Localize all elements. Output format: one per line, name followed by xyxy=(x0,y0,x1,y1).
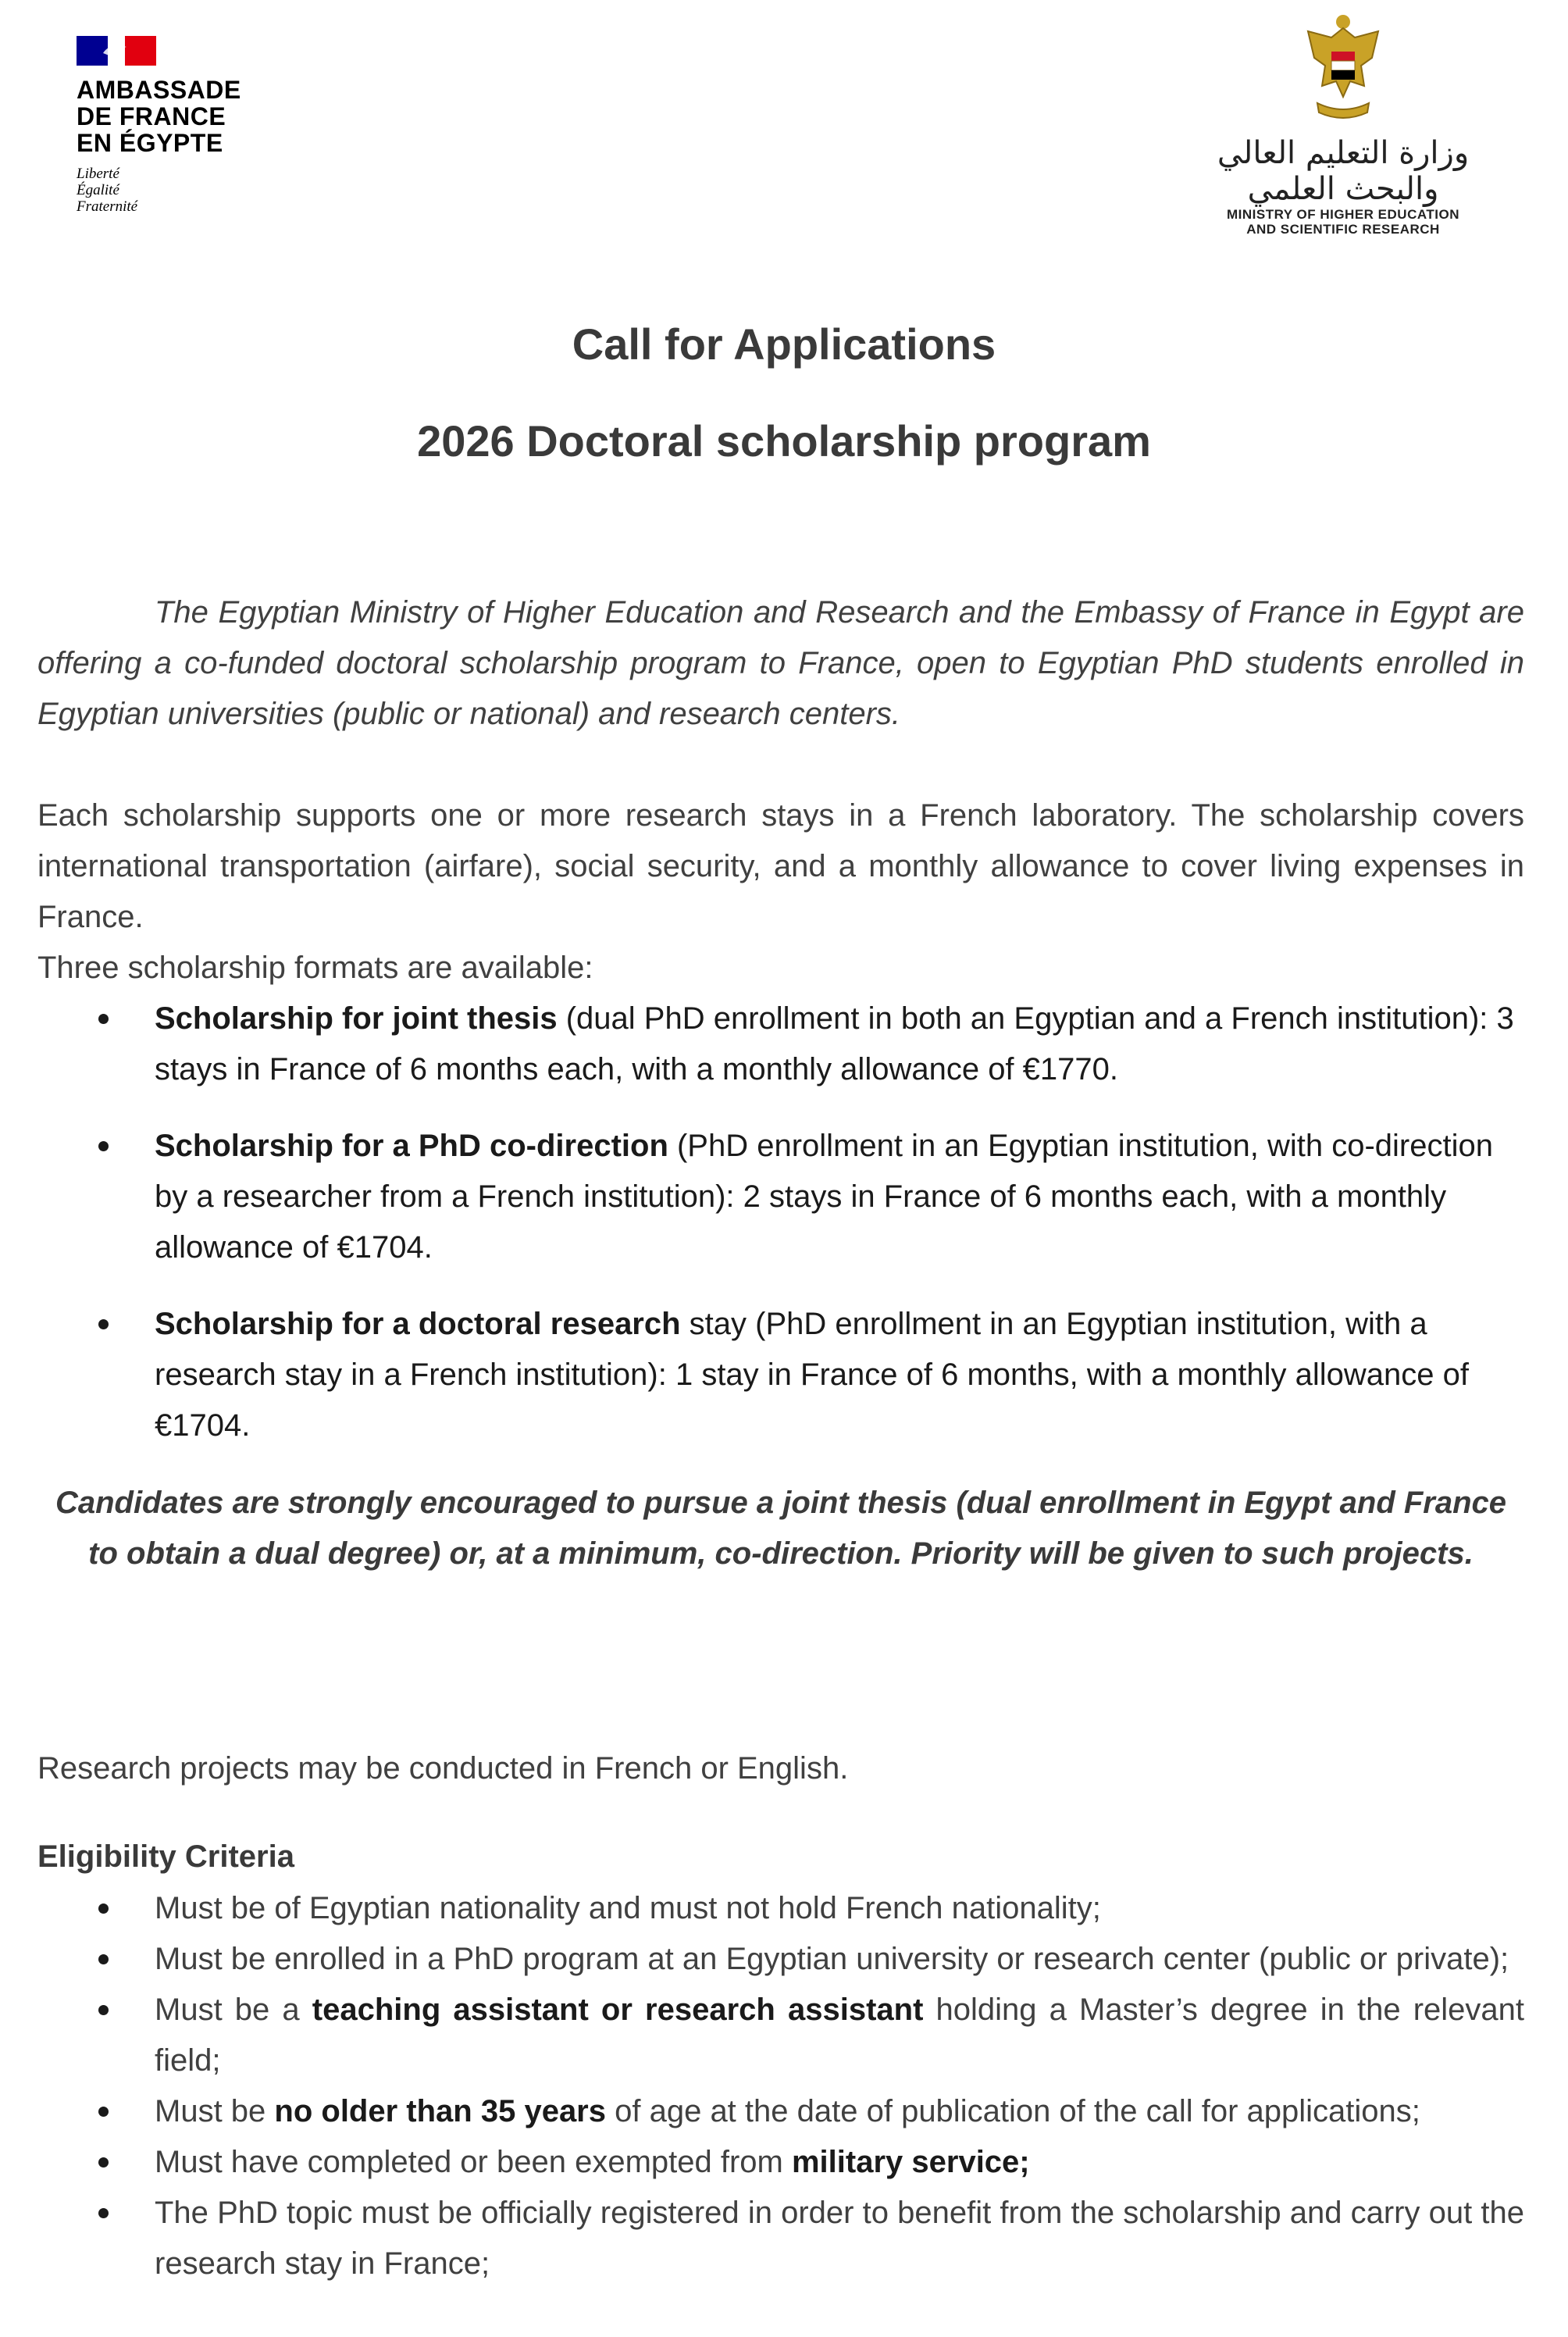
ministry-english-name: AND SCIENTIFIC RESEARCH xyxy=(1246,222,1440,237)
list-item xyxy=(37,1299,1521,1451)
list-item: Must be of Egyptian nationality and must not hold French nationality; xyxy=(37,1883,1524,1934)
list-item xyxy=(37,1121,1521,1273)
page-subtitle: 2026 Doctoral scholarship program xyxy=(417,416,1151,466)
format-title: Scholarship for a doctoral research xyxy=(155,1307,681,1341)
page-title: Call for Applications xyxy=(572,319,996,369)
eagle-emblem-icon xyxy=(1300,11,1386,128)
embassy-logo xyxy=(77,36,311,215)
format-text: (PhD enrollment in an Egyptian institution, with co-direction by a researcher from a French institution): 2 stays in France of 6 months each, with a monthly allowance of €1704. xyxy=(155,1129,1493,1265)
list-item: Must have completed or been exempted from military service; xyxy=(37,2137,1524,2188)
motto-line: Liberté xyxy=(77,166,119,182)
list-item: Must be a teaching assistant or research assistant holding a Master’s degree in the relevant field; xyxy=(37,1985,1524,2086)
motto-line: Égalité xyxy=(77,182,119,198)
list-item: The PhD topic must be officially registered in order to benefit from the scholarship and carry out the research stay in France; xyxy=(37,2188,1524,2289)
ministry-arabic-name: وزارة التعليم العالي والبحث العلمي xyxy=(1217,135,1470,207)
list-item: Must be no older than 35 years of age at the date of publication of the call for applications; xyxy=(37,2086,1524,2137)
languages-note: Research projects may be conducted in French or English. xyxy=(37,1751,849,1786)
marianne-flag-icon xyxy=(77,36,156,66)
intro-paragraph: The Egyptian Ministry of Higher Education and Research and the Embassy of France in Egypt are offering a co-funded doctoral scholarship program to France, open to Egyptian PhD students enrolled in Egyptian universities (public or national) and research centers. xyxy=(37,595,1524,731)
format-text: stay (PhD enrollment in an Egyptian institution, with a research stay in a French institution): 1 stay in France of 6 months, with a monthly allowance of €1704. xyxy=(155,1307,1470,1443)
ministry-english-name: MINISTRY OF HIGHER EDUCATION xyxy=(1227,207,1459,222)
eligibility-list xyxy=(37,1883,1524,2289)
priority-note: Candidates are strongly encouraged to pursue a joint thesis (dual enrollment in Egypt and France to obtain a dual degree) or, at a minimum, co-direction. Priority will be given to such projects. xyxy=(55,1486,1507,1571)
format-title: Scholarship for joint thesis xyxy=(155,1001,558,1036)
format-title: Scholarship for a PhD co-direction xyxy=(155,1129,668,1163)
format-text: (dual PhD enrollment in both an Egyptian and a French institution): 3 stays in France of 6 months each, with a monthly allowance of €1770. xyxy=(155,1001,1514,1086)
embassy-name-line: EN ÉGYPTE xyxy=(77,129,223,157)
ministry-logo xyxy=(1210,11,1476,237)
motto-line: Fraternité xyxy=(77,198,138,215)
formats-intro: Three scholarship formats are available: xyxy=(37,951,593,985)
support-paragraph: Each scholarship supports one or more research stays in a French laboratory. The scholarship covers international transportation (airfare), social security, and a monthly allowance to cover living expenses in France. xyxy=(37,798,1524,934)
formats-list xyxy=(37,994,1521,1477)
list-item: Must be enrolled in a PhD program at an Egyptian university or research center (public or private); xyxy=(37,1934,1524,1985)
embassy-name-line: AMBASSADE xyxy=(77,76,241,104)
list-item xyxy=(37,994,1521,1095)
embassy-name-line: DE FRANCE xyxy=(77,102,226,130)
eligibility-heading: Eligibility Criteria xyxy=(37,1839,294,1874)
